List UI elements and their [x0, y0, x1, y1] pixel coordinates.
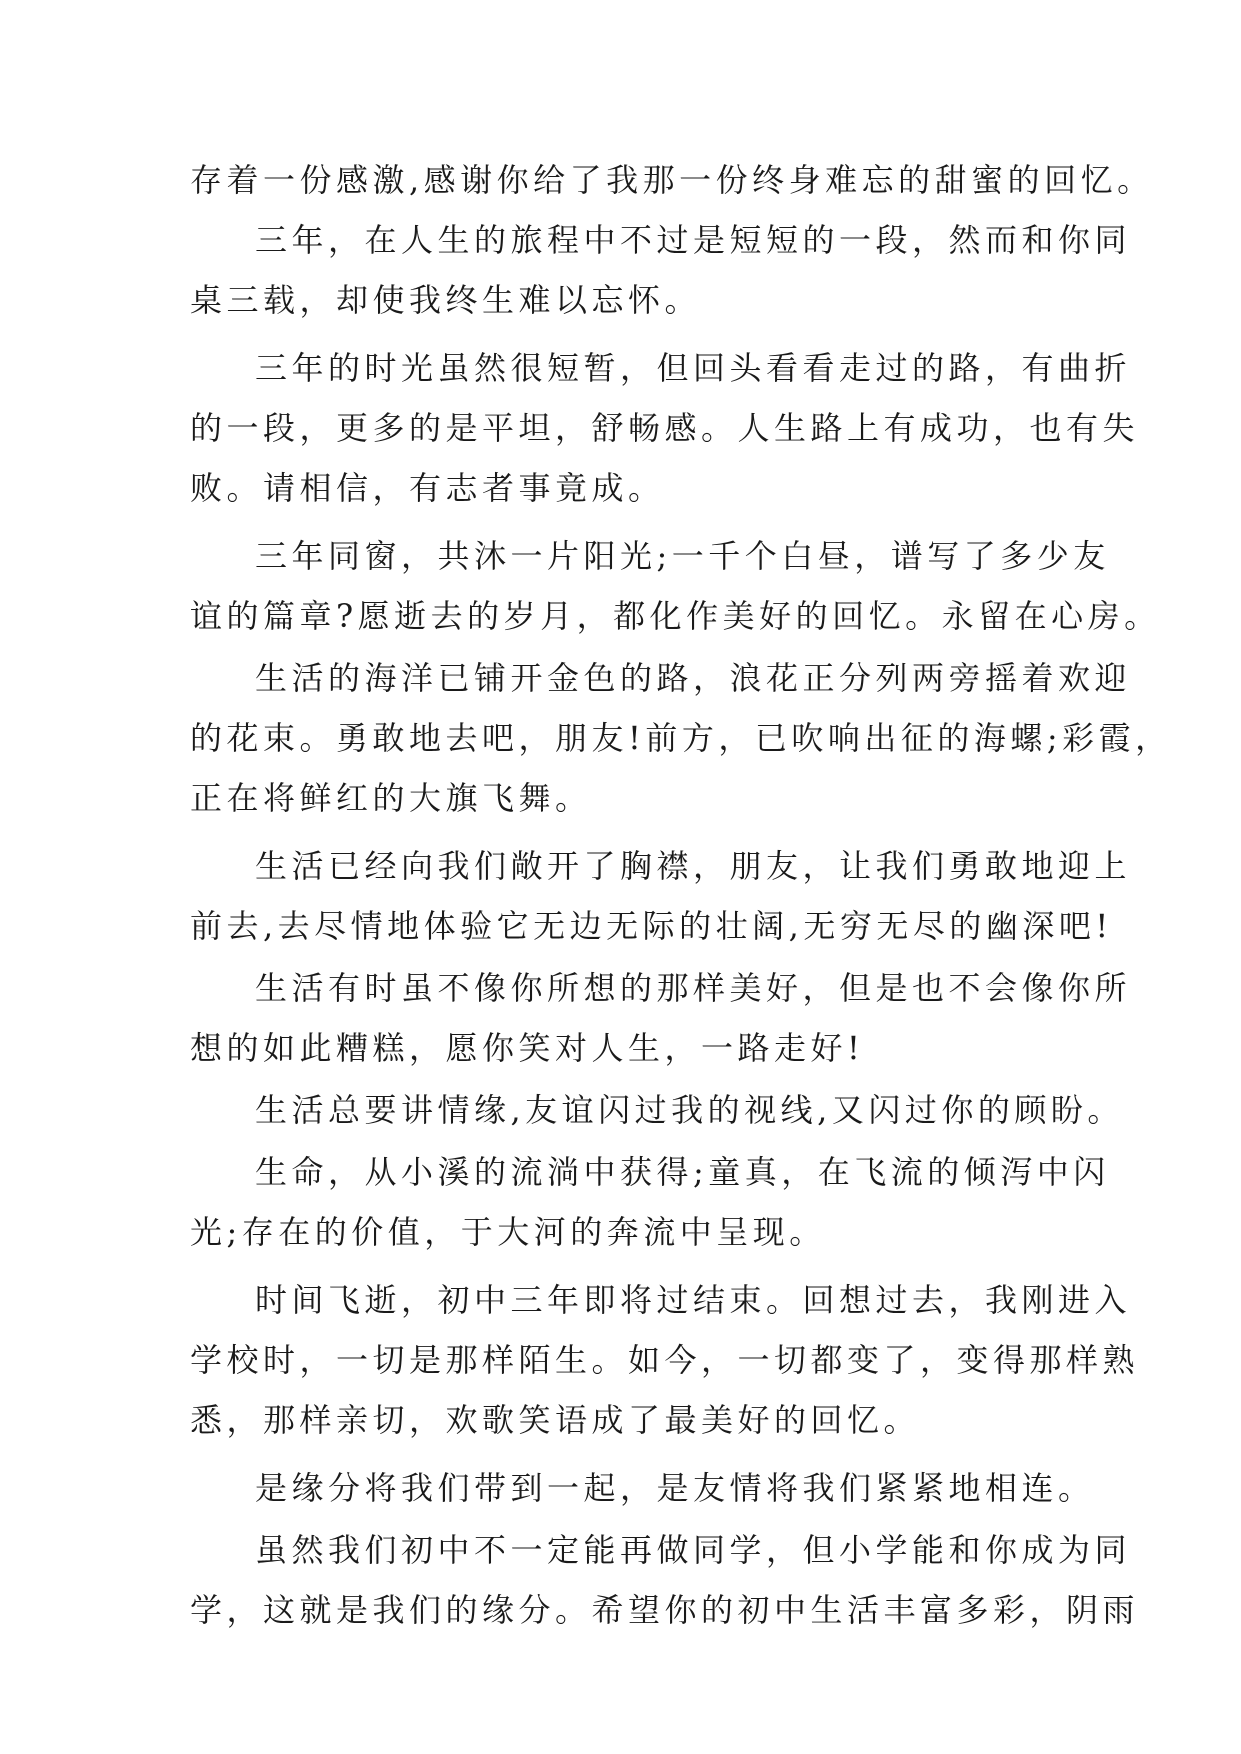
text-line: 桌三载，却使我终生难以忘怀。 [190, 281, 702, 319]
text-line: 生命，从小溪的流淌中获得;童真，在飞流的倾泻中闪 [255, 1153, 1110, 1191]
text-line: 存着一份感激,感谢你给了我那一份终身难忘的甜蜜的回忆。 [190, 161, 1154, 199]
text-line: 学，这就是我们的缘分。希望你的初中生活丰富多彩，阴雨 [190, 1591, 1140, 1629]
text-line: 的花束。勇敢地去吧，朋友!前方，已吹响出征的海螺;彩霞， [190, 719, 1172, 757]
text-line: 生活的海洋已铺开金色的路，浪花正分列两旁摇着欢迎 [255, 659, 1132, 697]
text-line: 的一段，更多的是平坦，舒畅感。人生路上有成功，也有失 [190, 409, 1140, 447]
text-line: 生活已经向我们敞开了胸襟，朋友，让我们勇敢地迎上 [255, 847, 1132, 885]
text-line: 学校时，一切是那样陌生。如今，一切都变了，变得那样熟 [190, 1341, 1140, 1379]
text-line: 正在将鲜红的大旗飞舞。 [190, 779, 592, 817]
text-line: 前去,去尽情地体验它无边无际的壮阔,无穷无尽的幽深吧! [190, 907, 1113, 945]
text-line: 悉，那样亲切，欢歌笑语成了最美好的回忆。 [190, 1401, 921, 1439]
text-line: 想的如此糟糕，愿你笑对人生，一路走好! [190, 1029, 865, 1067]
text-line: 三年同窗，共沐一片阳光;一千个白昼，谱写了多少友 [255, 537, 1110, 575]
text-line: 谊的篇章?愿逝去的岁月，都化作美好的回忆。永留在心房。 [190, 597, 1161, 635]
text-line: 败。请相信，有志者事竟成。 [190, 469, 665, 507]
text-line: 三年，在人生的旅程中不过是短短的一段，然而和你同 [255, 221, 1132, 259]
text-line: 时间飞逝，初中三年即将过结束。回想过去，我刚进入 [255, 1281, 1132, 1319]
text-line: 光;存在的价值，于大河的奔流中呈现。 [190, 1213, 826, 1251]
text-line: 虽然我们初中不一定能再做同学，但小学能和你成为同 [255, 1531, 1132, 1569]
text-line: 生活有时虽不像你所想的那样美好，但是也不会像你所 [255, 969, 1132, 1007]
text-line: 生活总要讲情缘,友谊闪过我的视线,又闪过你的顾盼。 [255, 1091, 1124, 1129]
text-line: 是缘分将我们带到一起，是友情将我们紧紧地相连。 [255, 1469, 1095, 1507]
text-line: 三年的时光虽然很短暂，但回头看看走过的路，有曲折 [255, 349, 1132, 387]
